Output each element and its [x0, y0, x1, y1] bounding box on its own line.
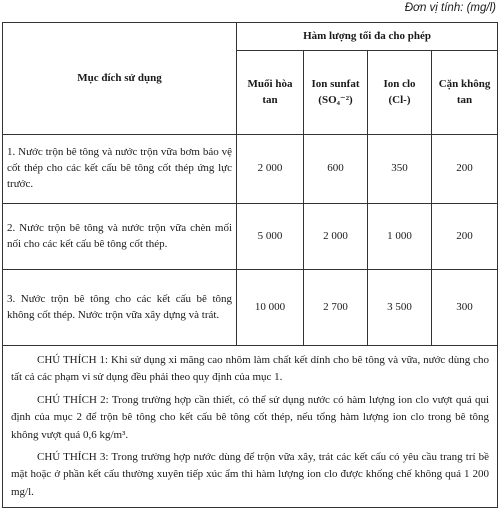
- value-cell: 200: [432, 204, 498, 270]
- column-header-sulfate-ion: Ion sunfat (SO₄⁻²): [304, 51, 368, 135]
- value-cell: 200: [432, 135, 498, 204]
- note-3: CHÚ THÍCH 3: Trong trường hợp nước dùng để trộn vữa xây, trát các kết cấu có yêu cầu trang trí bề mặt hoặc ở phần kết cấu thường xuyên tiếp xúc ẩm thì hàm lượng ion clo được khống chế không quá 1 200 mg/l.: [11, 450, 490, 498]
- note-2: CHÚ THÍCH 2: Trong trường hợp cần thiết, có thể sử dụng nước có hàm lượng ion clo vượt quá qui định của mục 2 để trộn bê tông cho kết cấu bê tông cốt thép, nếu tổng hàm lượng ion clo trong bê tông không vượt quá 0,6 kg/m³.: [11, 393, 490, 441]
- note-1: CHÚ THÍCH 1: Khi sử dụng xi măng cao nhôm làm chất kết dính cho bê tông và vữa, nước dùng cho tất cả các phạm vi sử dụng đều phải theo quy định của mục 1.: [11, 354, 490, 384]
- column-header-dissolved-salts: Muối hòa tan: [237, 51, 304, 135]
- notes-row: [3, 346, 498, 508]
- value-cell: 1 000: [368, 204, 432, 270]
- purpose-header: Mục đích sử dụng: [3, 23, 237, 135]
- table-row: [3, 270, 498, 346]
- max-content-header: Hàm lượng tối đa cho phép: [237, 23, 498, 51]
- purpose-cell: 1. Nước trộn bê tông và nước trộn vữa bơm bảo vệ cốt thép cho các kết cấu bê tông cốt thép ứng lực trước.: [3, 135, 237, 204]
- value-cell: 300: [432, 270, 498, 346]
- value-cell: 3 500: [368, 270, 432, 346]
- notes-cell: [3, 346, 498, 508]
- value-cell: 10 000: [237, 270, 304, 346]
- value-cell: 2 700: [304, 270, 368, 346]
- purpose-cell: 2. Nước trộn bê tông và nước trộn vữa chèn mối nối cho các kết cấu bê tông cốt thép.: [3, 204, 237, 270]
- value-cell: 350: [368, 135, 432, 204]
- column-header-insoluble-residue: Cặn không tan: [432, 51, 498, 135]
- value-cell: 5 000: [237, 204, 304, 270]
- purpose-cell: 3. Nước trộn bê tông cho các kết cấu bê tông không cốt thép. Nước trộn vữa xây dựng và trát.: [3, 270, 237, 346]
- water-quality-table: [2, 22, 498, 508]
- value-cell: 2 000: [304, 204, 368, 270]
- value-cell: 600: [304, 135, 368, 204]
- column-header-chloride-ion: Ion clo (Cl-): [368, 51, 432, 135]
- table-row: [3, 204, 498, 270]
- value-cell: 2 000: [237, 135, 304, 204]
- unit-label: Đơn vị tính: (mg/l): [404, 2, 496, 14]
- table-row: [3, 135, 498, 204]
